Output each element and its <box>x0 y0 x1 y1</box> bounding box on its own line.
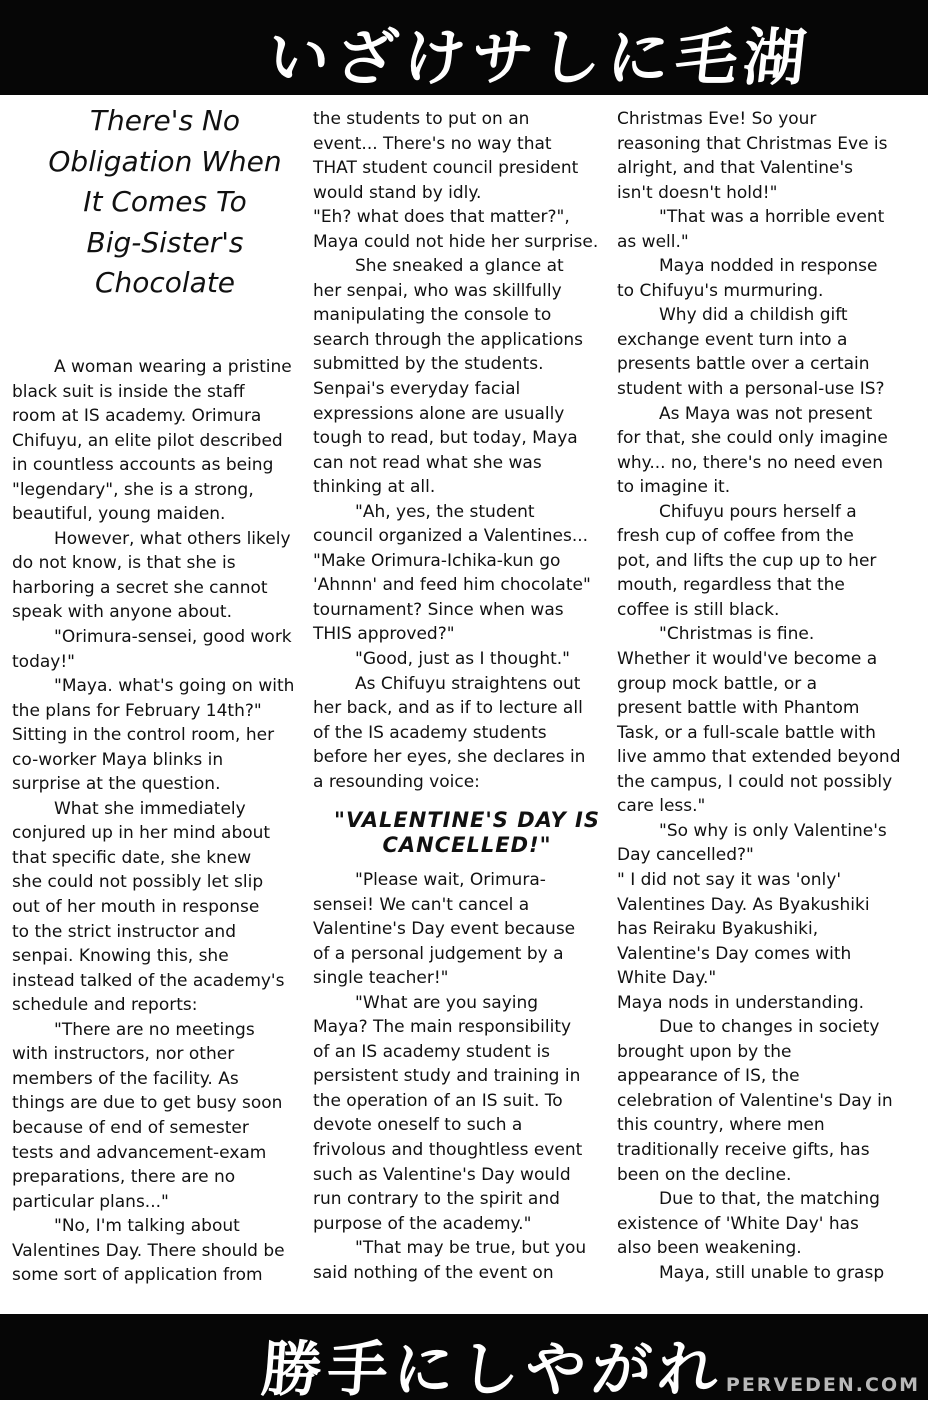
text-column-1 <box>12 355 310 1288</box>
text-line: before her eyes, she declares in <box>313 747 586 768</box>
text-line: mouth, regardless that the <box>617 575 845 596</box>
text-line: black suit is inside the staff <box>12 381 245 402</box>
text-line: this country, where men <box>617 1115 825 1136</box>
text-line: been on the decline. <box>617 1164 792 1185</box>
text-line: single teacher!" <box>313 968 449 989</box>
title-line: Big-Sister's <box>86 225 244 259</box>
text-line: "What are you saying <box>355 992 539 1013</box>
text-line: "That was a horrible event <box>659 207 885 228</box>
text-line: isn't doesn't hold!" <box>617 182 778 203</box>
text-line: Chifuyu, an elite pilot described <box>12 430 283 451</box>
text-column-2-bottom <box>313 868 613 1285</box>
text-line: "Maya. what's going on with <box>54 676 295 697</box>
text-line: instead talked of the academy's <box>12 970 285 991</box>
footer-calligraphy: 勝手にしやがれ <box>259 1335 727 1405</box>
text-line: Maya? The main responsibility <box>313 1017 572 1038</box>
text-line: persistent study and training in <box>313 1066 581 1087</box>
text-line: has Reiraku Byakushiki, <box>617 919 819 940</box>
text-line: sensei! We can't cancel a <box>313 894 530 915</box>
heading-line: "VALENTINE'S DAY IS <box>334 808 600 832</box>
text-line: preparations, there are no <box>12 1167 236 1188</box>
text-line: Sitting in the control room, her <box>12 725 275 746</box>
text-line: THAT student council president <box>313 158 579 179</box>
text-line: appearance of IS, the <box>617 1066 800 1087</box>
text-line: today!" <box>12 651 75 672</box>
text-line: "That may be true, but you <box>355 1238 587 1259</box>
text-line: as well." <box>617 231 689 252</box>
text-line: why... no, there's no need even <box>617 452 884 473</box>
text-line: pot, and lifts the cup up to her <box>617 550 877 571</box>
text-line: 'Ahnnn' and feed him chocolate" <box>313 575 591 596</box>
text-line: particular plans..." <box>12 1191 169 1212</box>
text-line: care less." <box>617 796 706 817</box>
text-line: "Good, just as I thought." <box>355 649 570 670</box>
text-line: of an IS academy student is <box>313 1041 551 1062</box>
text-line: alright, and that Valentine's <box>617 158 854 179</box>
text-line: reasoning that Christmas Eve is <box>617 133 888 154</box>
text-line: tests and advancement-exam <box>12 1142 267 1163</box>
text-line: the students to put on an <box>313 109 530 129</box>
text-line: THIS approved?" <box>313 624 455 645</box>
text-line: Whether it would've become a <box>617 649 878 670</box>
text-line: White Day." <box>617 968 717 989</box>
text-line: Valentines Day. There should be <box>12 1240 285 1261</box>
text-line: members of the facility. As <box>12 1068 239 1089</box>
text-line: can not read what she was <box>313 452 542 473</box>
text-line: said nothing of the event on <box>313 1262 554 1283</box>
text-line: schedule and reports: <box>12 995 198 1016</box>
text-line: that specific date, she knew <box>12 847 252 868</box>
text-line: expressions alone are usually <box>313 403 565 424</box>
text-line: conjured up in her mind about <box>12 823 271 844</box>
text-line: Why did a childish gift <box>659 305 848 326</box>
text-line: fresh cup of coffee from the <box>617 526 854 547</box>
text-line: event... There's no way that <box>313 133 552 154</box>
text-line: also been weakening. <box>617 1238 802 1259</box>
text-line: her senpai, who was skillfully <box>313 280 562 301</box>
text-line: beautiful, young maiden. <box>12 504 226 525</box>
text-line: Valentines Day. As Byakushiki <box>617 894 870 915</box>
text-line: exchange event turn into a <box>617 329 848 350</box>
text-line: Maya nodded in response <box>659 256 878 277</box>
text-line: "Christmas is fine. <box>659 624 815 645</box>
text-line: things are due to get busy soon <box>12 1093 283 1114</box>
text-line: "Make Orimura-Ichika-kun go <box>313 550 561 571</box>
text-line: she could not possibly let slip <box>12 872 264 893</box>
text-line: "Orimura-sensei, good work <box>54 627 292 648</box>
text-line: frivolous and thoughtless event <box>313 1140 583 1161</box>
text-line: search through the applications <box>313 329 584 350</box>
text-line: tournament? Since when was <box>313 599 564 620</box>
text-line: thinking at all. <box>313 477 436 498</box>
text-line: such as Valentine's Day would <box>313 1164 571 1185</box>
header-calligraphy: いざけサしに毛湖 <box>263 21 816 94</box>
text-column-2-top <box>313 107 613 794</box>
title-line: Obligation When <box>48 144 282 178</box>
text-line: the plans for February 14th?" <box>12 700 262 721</box>
text-line: surprise at the question. <box>12 774 221 795</box>
text-line: brought upon by the <box>617 1041 792 1062</box>
text-line: Maya, still unable to grasp <box>659 1262 885 1283</box>
text-line: As Maya was not present <box>659 403 873 424</box>
text-line: group mock battle, or a <box>617 673 818 694</box>
text-line: the operation of an IS suit. To <box>313 1090 563 1111</box>
text-line: some sort of application from <box>12 1265 263 1286</box>
text-line: celebration of Valentine's Day in <box>617 1090 893 1111</box>
text-line: "legendary", she is a strong, <box>12 479 254 500</box>
text-line: She sneaked a glance at <box>355 256 564 277</box>
text-line: "Ah, yes, the student <box>355 501 535 522</box>
text-line: "So why is only Valentine's <box>659 820 887 841</box>
text-line: to imagine it. <box>617 477 731 498</box>
text-line: present battle with Phantom <box>617 698 860 719</box>
text-line: What she immediately <box>54 798 246 819</box>
text-line: "Eh? what does that matter?", <box>313 207 570 228</box>
text-line: " I did not say it was 'only' <box>617 869 842 890</box>
title-line: There's No <box>89 104 241 137</box>
text-line: student with a personal-use IS? <box>617 379 885 400</box>
text-line: co-worker Maya blinks in <box>12 749 224 770</box>
text-line: Chifuyu pours herself a <box>659 501 857 522</box>
text-line: manipulating the console to <box>313 305 552 326</box>
text-line: purpose of the academy." <box>313 1213 532 1234</box>
text-line: "There are no meetings <box>54 1019 255 1040</box>
text-line: Day cancelled?" <box>617 845 754 866</box>
text-line: "Please wait, Orimura- <box>355 870 546 890</box>
text-line: senpai. Knowing this, she <box>12 946 229 967</box>
title-line: It Comes To <box>83 185 247 218</box>
text-line: a resounding voice: <box>313 771 480 792</box>
text-line: the campus, I could not possibly <box>617 771 893 792</box>
text-line: Senpai's everyday facial <box>313 379 521 400</box>
text-line: submitted by the students. <box>313 354 544 375</box>
text-line: because of end of semester <box>12 1117 249 1138</box>
text-line: out of her mouth in response <box>12 897 260 918</box>
text-line: her back, and as if to lecture all <box>313 698 583 719</box>
text-line: run contrary to the spirit and <box>313 1189 560 1210</box>
site-watermark: PERVEDEN.COM <box>725 1374 920 1396</box>
text-line: room at IS academy. Orimura <box>12 406 262 427</box>
text-line: tough to read, but today, Maya <box>313 428 578 449</box>
text-line: speak with anyone about. <box>12 602 232 623</box>
text-line: coffee is still black. <box>617 599 780 620</box>
text-line: council organized a Valentines... <box>313 526 589 547</box>
text-line: would stand by idly. <box>313 182 482 203</box>
text-line: do not know, is that she is <box>12 553 236 574</box>
text-line: Valentine's Day event because <box>313 919 576 940</box>
text-line: of a personal judgement by a <box>313 943 564 964</box>
text-line: for that, she could only imagine <box>617 428 888 449</box>
heading-line: CANCELLED!" <box>382 833 552 857</box>
text-line: traditionally receive gifts, has <box>617 1139 870 1160</box>
text-line: Christmas Eve! So your <box>617 109 817 129</box>
text-line: devote oneself to such a <box>313 1115 523 1136</box>
text-line: Due to changes in society <box>659 1017 880 1038</box>
title-line: Chocolate <box>94 266 236 299</box>
text-line: presents battle over a certain <box>617 354 870 375</box>
text-line: harboring a secret she cannot <box>12 577 268 598</box>
story-title <box>20 101 310 304</box>
text-line: Task, or a full-scale battle with <box>617 722 876 743</box>
text-line: "No, I'm talking about <box>54 1216 240 1237</box>
text-line: As Chifuyu straightens out <box>355 673 581 694</box>
text-line: However, what others likely <box>54 528 291 549</box>
text-line: Due to that, the matching <box>659 1189 880 1210</box>
text-line: with instructors, nor other <box>12 1044 235 1065</box>
text-line: Valentine's Day comes with <box>617 943 852 964</box>
text-line: Maya nods in understanding. <box>617 992 865 1013</box>
text-line: Maya could not hide her surprise. <box>313 231 599 252</box>
text-line: live ammo that extended beyond <box>617 747 901 768</box>
text-line: to Chifuyu's murmuring. <box>617 280 824 301</box>
section-heading <box>318 808 616 858</box>
text-line: of the IS academy students <box>313 722 547 743</box>
text-line: in countless accounts as being <box>12 455 274 476</box>
text-line: A woman wearing a pristine <box>54 357 292 377</box>
text-line: to the strict instructor and <box>12 921 236 942</box>
text-column-3 <box>617 107 923 1285</box>
text-line: existence of 'White Day' has <box>617 1213 859 1234</box>
